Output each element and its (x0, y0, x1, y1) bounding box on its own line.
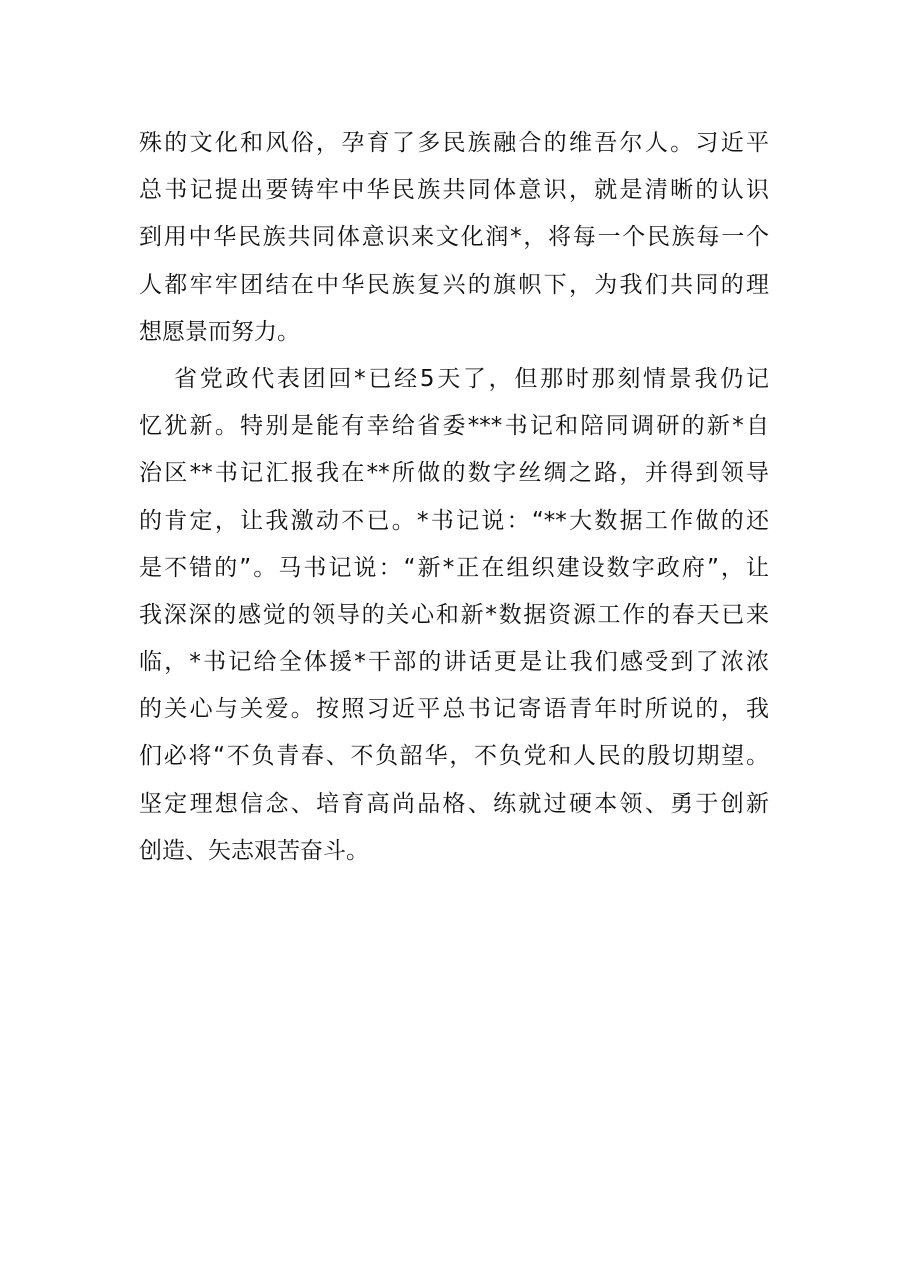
paragraph-first-line: 省党政代表团回*已经5天了，但那时那刻情景我仍记 (174, 365, 769, 392)
text-line: 是不错的”。马书记说：“新*正在组织建设数字政府”，让 (139, 554, 769, 581)
text-line: 们必将“不负青春、不负韶华，不负党和人民的殷切期望。 (139, 743, 769, 770)
text-line: 殊的文化和风俗，孕育了多民族融合的维吾尔人。习近平 (139, 130, 769, 156)
text-line: 的肯定，让我激动不已。*书记说：“**大数据工作做的还 (139, 507, 769, 534)
text-line: 坚定理想信念、培育高尚品格、练就过硬本领、勇于创新 (139, 790, 769, 817)
text-line: 我深深的感觉的领导的关心和新*数据资源工作的春天已来 (139, 601, 769, 628)
text-line: 到用中华民族共同体意识来文化润*，将每一个民族每一个 (139, 224, 769, 251)
text-line: 创造、矢志艰苦奋斗。 (139, 837, 369, 864)
text-line: 的关心与关爱。按照习近平总书记寄语青年时所说的，我 (139, 696, 769, 723)
text-line: 忆犹新。特别是能有幸给省委***书记和陪同调研的新*自 (139, 413, 769, 440)
text-line: 总书记提出要铸牢中华民族共同体意识，就是清晰的认识 (139, 177, 769, 204)
body-text (139, 120, 769, 875)
text-line: 治区**书记汇报我在**所做的数字丝绸之路，并得到领导 (139, 460, 769, 487)
text-line: 临，*书记给全体援*干部的讲话更是让我们感受到了浓浓 (139, 649, 769, 676)
text-line: 想愿景而努力。 (139, 318, 300, 345)
text-line: 人都牢牢团结在中华民族复兴的旗帜下，为我们共同的理 (139, 271, 769, 298)
